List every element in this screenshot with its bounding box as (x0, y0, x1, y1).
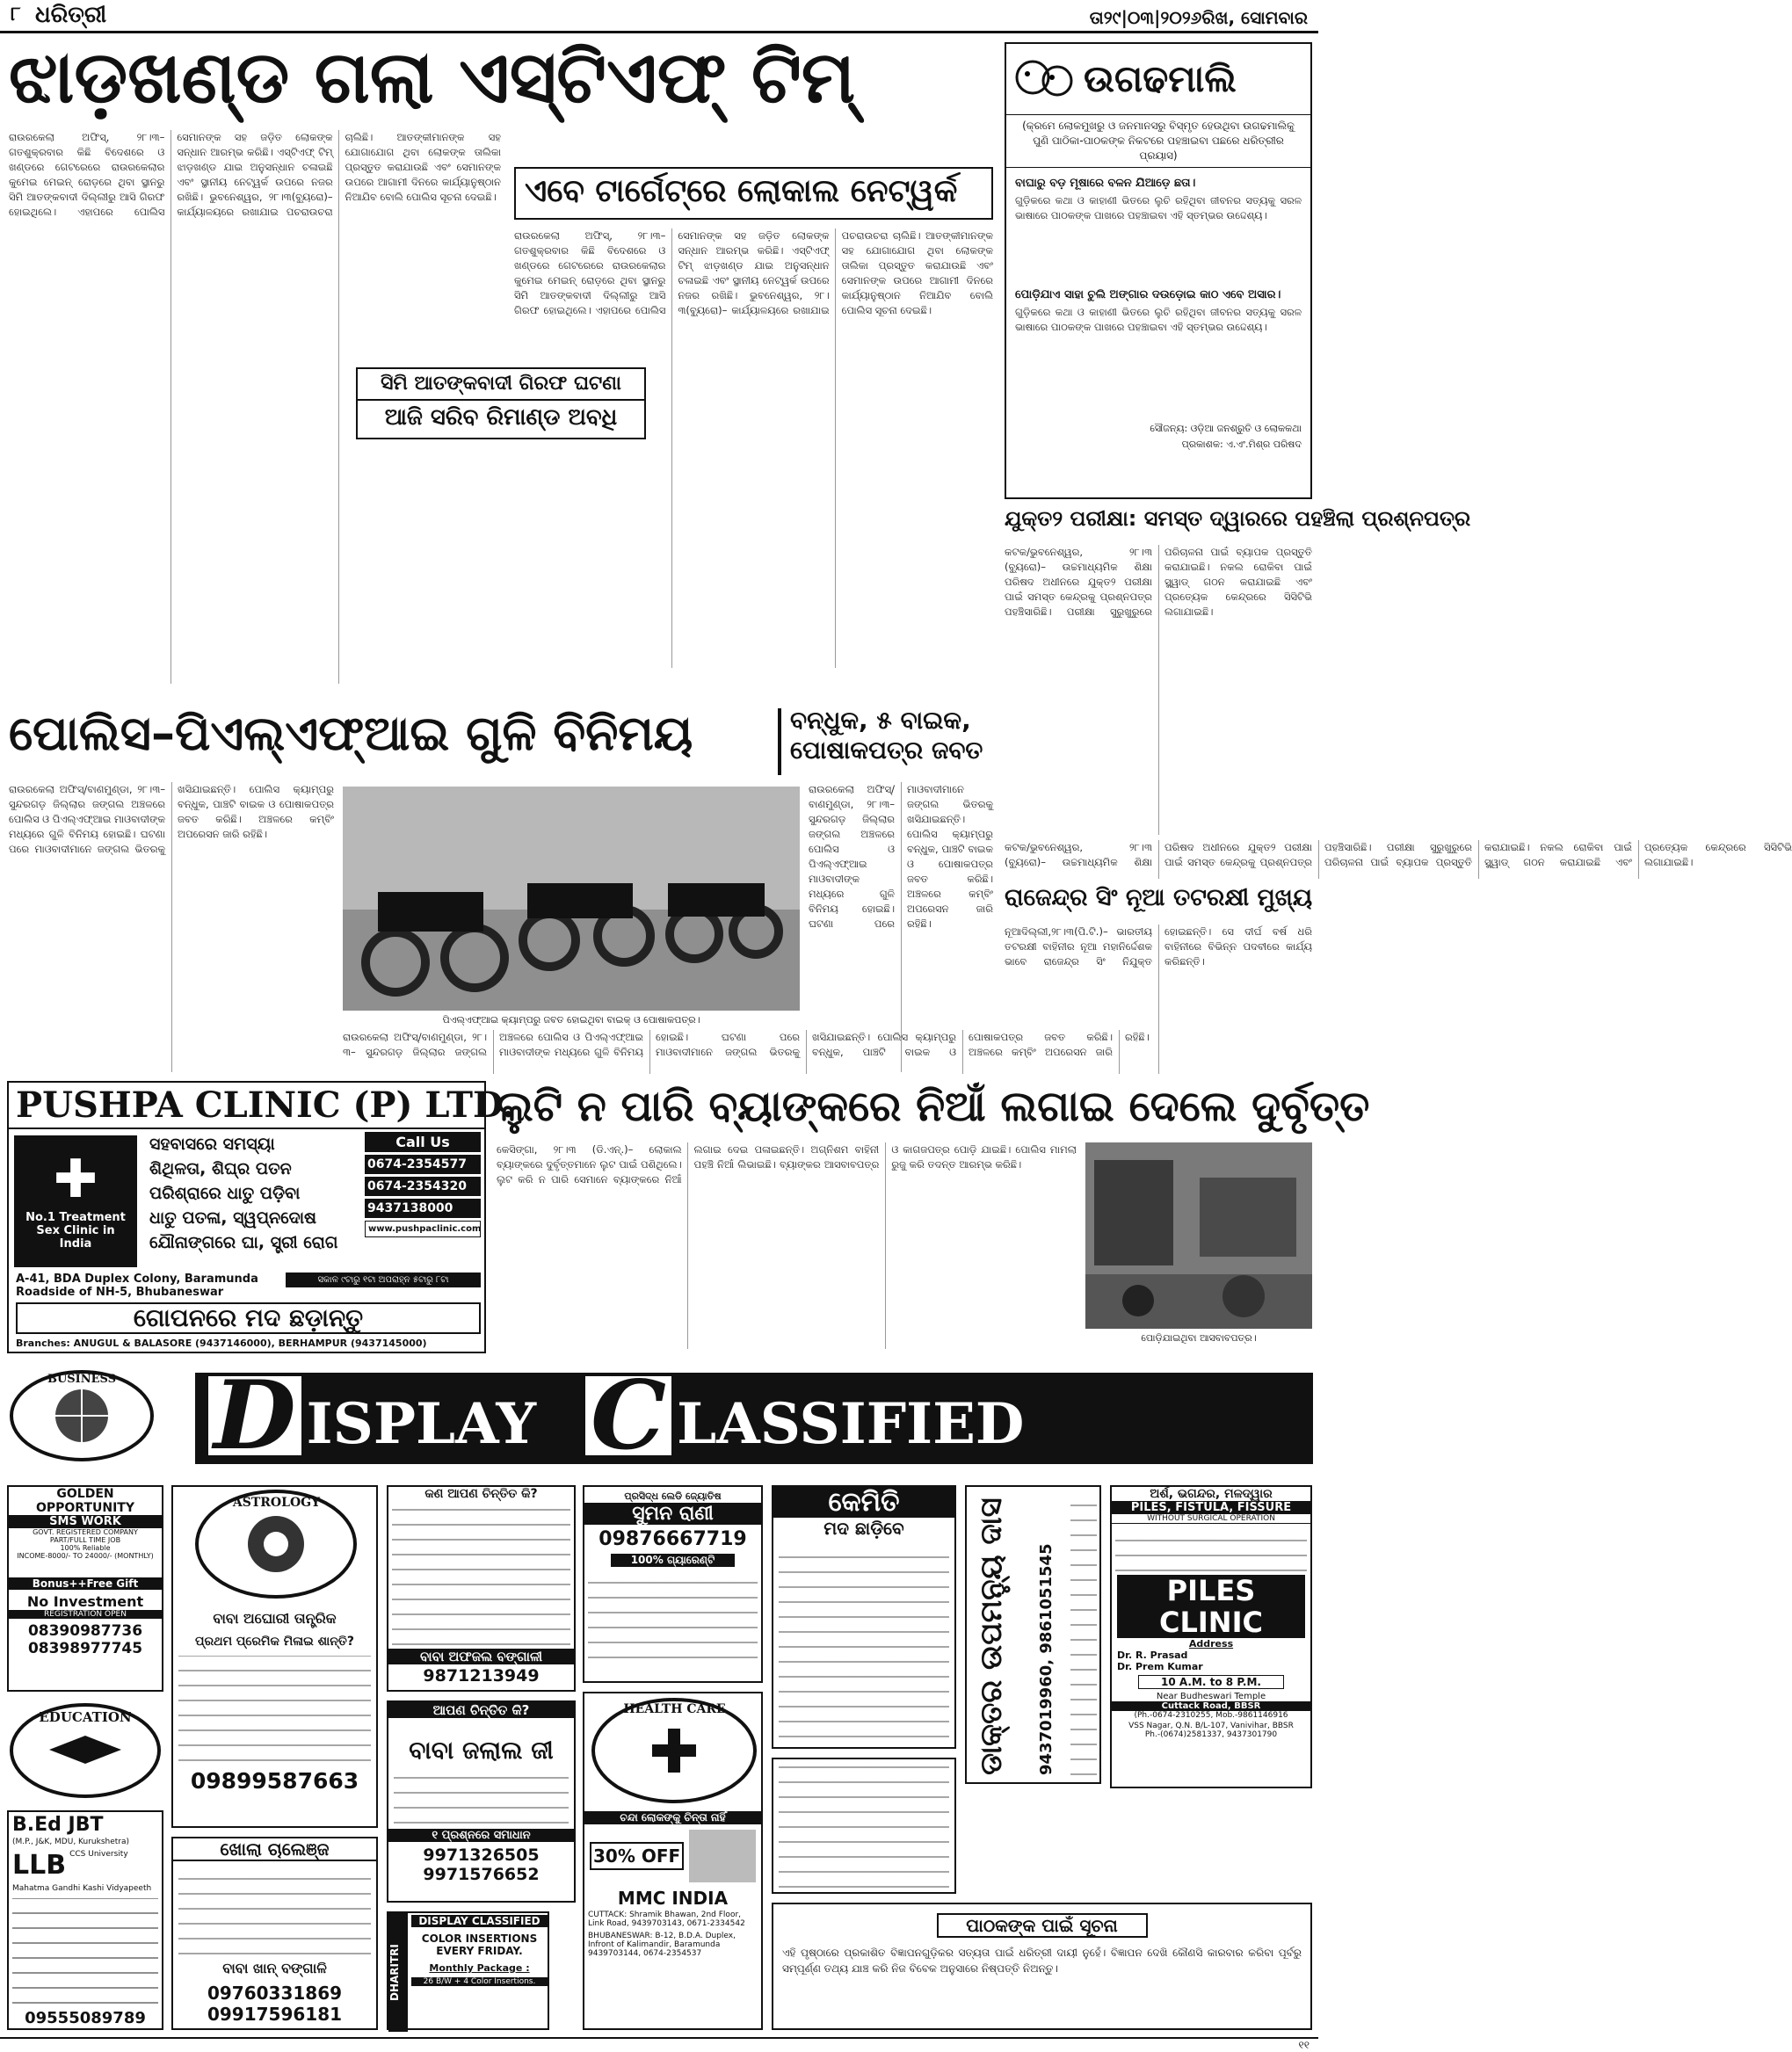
rajendra-headline: ରାଜେନ୍ଦ୍ର ସିଂ ନୂଆ ତଟରକ୍ଷୀ ମୁଖ୍ୟ (1005, 884, 1313, 911)
banner-title (208, 1360, 1025, 1471)
pushpa-services (149, 1132, 360, 1255)
golden-govt: GOVT. REGISTERED COMPANY (33, 1528, 138, 1536)
pushpa-clinic-ad (7, 1081, 515, 1353)
police-headline: ପୋଲିସ–ପିଏଲ୍‌ଏଫ୍‌ଆଇ ଗୁଳି ବିନିମୟ (9, 706, 693, 761)
pushpa-badge-text: No.1 Treatment Sex Clinic in India (25, 1210, 126, 1251)
banner-letter-d: D (208, 1376, 301, 1455)
exam-body-continued: କଟକ/ଭୁବନେଶ୍ୱର, ୨୮।୩ (ବ୍ୟୁରୋ)– ଉଚ୍ଚମାଧ୍ୟମିକ ଶିକ୍ଷା ପରିଷଦ ଅଧୀନରେ ଯୁକ୍ତ୨ ପରୀକ୍ଷା ପାଇଁ ସମସ୍ତ କେନ୍ଦ୍ରକୁ ପ୍ରଶ୍ନପତ୍ର ପହଞ୍ଚିସାରିଛି। ପରୀକ୍ଷା ସୁରୁଖୁରୁରେ ପରିଚାଳନା ପାଇଁ ବ୍ୟାପକ ପ୍ରସ୍ତୁତି କରାଯାଇଛି। ନକଲ ରୋକିବା ପାଇଁ ସ୍କ୍ୱାଡ୍ ଗଠନ କରାଯାଇଛି ଏବଂ ପ୍ରତ୍ୟେକ କେନ୍ଦ୍ରରେ ସିସିଟିଭି ଲଗାଯାଇଛି। (1005, 841, 1792, 868)
banner-word-lassified: LASSIFIED (677, 1391, 1025, 1457)
police-body-bottom: ରାଉରକେଲା ଅଫିସ୍/ବାଣମୁଣ୍ଡା, ୨୮।୩– ସୁନ୍ଦରଗଡ଼ ଜିଲ୍ଲାର ଜଙ୍ଗଲ ଅଞ୍ଚଳରେ ପୋଲିସ ଓ ପିଏଲ୍‌ଏଫ୍‌ଆଇ ମାଓବାଦୀଙ୍କ ମଧ୍ୟରେ ଗୁଳି ବିନିମୟ ହୋଇଛି। ଘଟଣା ପରେ ମାଓବାଦୀମାନେ ଜଙ୍ଗଲ ଭିତରକୁ ଖସିଯାଇଛନ୍ତି। ପୋଲିସ କ୍ୟାମ୍ପରୁ ବନ୍ଧୁକ, ପାଞ୍ଚଟି ବାଇକ ଓ ପୋଷାକପତ୍ର ଜବତ କରିଛି। ଅଞ୍ଚଳରେ କମ୍ବିଂ ଅପରେସନ ଜାରି ରହିଛି। (343, 1031, 1150, 1058)
bikes-photo (343, 787, 800, 1011)
ugadhamali-item1: ବାଘାରୁ ବଡ଼ ମୂଷାରେ ବଳନ ଯିଆଡ଼େ ଛତା। (1015, 177, 1196, 190)
pushpa-branches: Branches: ANUGUL & BALASORE (9437146000), BERHAMPUR (9437145000) (16, 1338, 427, 1349)
pushpa-addr1: A-41, BDA Duplex Colony, Baramunda (16, 1273, 258, 1286)
ugadhamali-column (1005, 42, 1312, 499)
baba1-text (392, 1505, 570, 1645)
astrology-text: ASTROLOGY (232, 1496, 321, 1510)
vertical-text (1070, 1494, 1097, 1775)
llb-mark: LLB (12, 1850, 67, 1881)
pushpa-l4: ଧାତୁ ପତଳା, ସ୍ୱପ୍ନଦୋଷ (149, 1208, 317, 1228)
pushpa-phone2[interactable]: 0674-2354320 (365, 1177, 481, 1196)
page-number: ୧୧ (1298, 2039, 1310, 2051)
baba2-one: ୧ ପ୍ରଶ୍ନରେ ସମାଧାନ (388, 1829, 574, 1842)
date-line: ତା୨୯|୦୩|୨୦୨୬ରିଖ, ସୋମବାର (1089, 7, 1308, 28)
pushpa-l5: ଯୌନାଙ୍ଗରେ ଘା, ସ୍ତ୍ରୀ ରୋଗ (149, 1233, 338, 1252)
health-pct: 30% OFF (590, 1842, 684, 1870)
khola-title: ଖୋଲା ଚାଲେଞ୍ଜ (173, 1838, 376, 1861)
lead-subhead-box (514, 167, 993, 220)
golden-opportunity-ad (7, 1485, 163, 1692)
vertical-phone[interactable]: 9437019960, 9861051545 (1037, 1543, 1056, 1775)
suman-name: ସୁମନ ରାଣୀ (584, 1503, 761, 1525)
golden-bonus: Bonus++Free Gift (9, 1577, 162, 1590)
lead-inset-box (356, 367, 646, 439)
ugadhamali-credit2: ପ୍ରକାଶକ: ଏ.ଏଂ.ମିଶ୍ର ପରିଷଦ (1181, 439, 1302, 450)
golden-reg: REGISTRATION OPEN (9, 1610, 162, 1619)
dclass-body (411, 1915, 548, 1986)
mmc-text (779, 1765, 949, 1888)
khola-phone2[interactable]: 09917596181 (207, 2004, 343, 2025)
vertical-name: ଡାକ୍ତର ଉପମନ୍ୟୁ ଦାସ (974, 1497, 1009, 1775)
health-sub: ଚନ୍ଦା ଲୋକଙ୍କୁ ଚିନ୍ତା ନାହିଁ (584, 1811, 761, 1824)
rajendra-body: ନୂଆଦିଲ୍ଲୀ,୨୮।୩(ପି.ଟି.)– ଭାରତୀୟ ତଟରକ୍ଷୀ ବାହିନୀର ନୂଆ ମହାନିର୍ଦ୍ଦେଶକ ଭାବେ ରାଜେନ୍ଦ୍ର ସିଂ ନିଯୁକ୍ତ ହୋଇଛନ୍ତି। ସେ ଦୀର୍ଘ ବର୍ଷ ଧରି ବାହିନୀରେ ବିଭିନ୍ନ ପଦବୀରେ କାର୍ଯ୍ୟ କରିଛନ୍ତି। (1005, 925, 1312, 968)
pushpa-phone3[interactable]: 9437138000 (365, 1199, 481, 1218)
pushpa-addr2: Roadside of NH-5, Bhubaneswar (16, 1286, 224, 1299)
health-addr: CUTTACK: Shramik Bhawan, 2nd Floor, Link Road, 9439703143, 0671-2334542 (588, 1911, 745, 1928)
pushpa-timing: ସକାଳ ୯ଟାରୁ ୧ଟା ଅପରାହ୍ନ ୫ଟାରୁ ୮ଟା (286, 1273, 481, 1287)
vertical-doctor-ad (965, 1485, 1101, 1784)
ugadhamali-title: ଉଗଢମାଲି (1084, 57, 1237, 100)
golden-l3: INCOME-8000/- TO 24000/- (MONTHLY) (17, 1552, 154, 1560)
page-marker: ୮ (11, 4, 21, 25)
masthead: ଧରିତ୍ରୀ (35, 2, 107, 28)
piles-sub2: WITHOUT SURGICAL OPERATION (1112, 1514, 1310, 1524)
suman-rani-ad (583, 1485, 763, 1683)
golden-noinv: No Investment (26, 1593, 144, 1610)
pushpa-l1: ସହବାସରେ ସମସ୍ୟା (149, 1135, 275, 1154)
dclass-l1: COLOR INSERTIONS (421, 1932, 538, 1945)
dclass-l4: 26 B/W + 4 Color Insertions. (411, 1977, 548, 1986)
pushpa-l3: ପରିଶ୍ରାରେ ଧାତୁ ପଡ଼ିବା (149, 1184, 301, 1203)
mmc-contact-ad (772, 1758, 956, 1894)
piles-a2: Cuttack Road, BBSR (1112, 1701, 1310, 1711)
dharitri-classified-ad (387, 1911, 549, 2030)
lead-body-left: ରାଉରକେଲା ଅଫିସ୍, ୨୮।୩– ଗତଶୁକ୍ରବାର କିଛି ବିଦେଶରେ ଓ ଖଣ୍ଡରେ ଗେଟରେରେ ରାଉରକେଲାର କୁମେଇ ମେଇନ୍ ରୋଡ଼ରେ ଥିବା ସ୍ଥାନରୁ ସିମି ଆତଙ୍କବାଦୀ ଦିଲ୍ଲୀରୁ ଆସି ଗିରଫ ହୋଇଥିଲେ। ଏହାପରେ ପୋଲିସ ସେମାନଙ୍କ ସହ ଜଡ଼ିତ ଲୋକଙ୍କ ସନ୍ଧାନ ଆରମ୍ଭ କରିଛି। ଏସ୍‌ଟିଏଫ୍ ଟିମ୍ ଝାଡ଼ଖଣ୍ଡ ଯାଇ ଅନୁସନ୍ଧାନ ଚଳାଇଛି ଏବଂ ସ୍ଥାନୀୟ ନେଟ୍‌ୱର୍କ ଉପରେ ନଜର ରଖିଛି। ଭୁବନେଶ୍ୱର, ୨୮।୩(ବ୍ୟୁରୋ)– କାର୍ଯ୍ୟାଳୟରେ ରଖାଯାଇ ପଚରାଉଚରା ଚାଲିଛି। ଆତଙ୍କୀମାନଙ୍କ ସହ ଯୋଗାଯୋଗ ଥିବା ଲୋକଙ୍କ ତାଲିକା ପ୍ରସ୍ତୁତ କରାଯାଉଛି ଏବଂ ସେମାନଙ୍କ ଉପରେ ଆଗାମୀ ଦିନରେ କାର୍ଯ୍ୟାନୁଷ୍ଠାନ ନିଆଯିବ ବୋଲି ପୋଲିସ ସୂଚନା ଦେଇଛି। (9, 131, 501, 218)
ugadhamali-text1: ଗୁଡ଼ିକରେ କଥା ଓ କାହାଣୀ ଭିତରେ ଲୁଚି ରହିଥିବା ଜୀବନର ସତ୍ୟକୁ ସରଳ ଭାଷାରେ ପାଠକଙ୍କ ପାଖରେ ପହଞ୍ଚାଇବା ଏହି ସ୍ତମ୍ଭର ଉଦ୍ଦେଶ୍ୟ। (1015, 194, 1302, 221)
suman-phone[interactable]: 09876667719 (599, 1528, 747, 1550)
baba-afzal-ad (387, 1485, 576, 1692)
pushpa-contacts (365, 1132, 481, 1237)
ugadhamali-item2: ପୋଡ଼ିଯାଏ ସାହା ଚୁଲି ଅଙ୍ଗାର ଦଉଡ଼ୋଇ କାଠ ଏବେ ଅସାର। (1015, 288, 1281, 301)
police-body-right: ରାଉରକେଲା ଅଫିସ୍/ବାଣମୁଣ୍ଡା, ୨୮।୩– ସୁନ୍ଦରଗଡ଼ ଜିଲ୍ଲାର ଜଙ୍ଗଲ ଅଞ୍ଚଳରେ ପୋଲିସ ଓ ପିଏଲ୍‌ଏଫ୍‌ଆଇ ମାଓବାଦୀଙ୍କ ମଧ୍ୟରେ ଗୁଳି ବିନିମୟ ହୋଇଛି। ଘଟଣା ପରେ ମାଓବାଦୀମାନେ ଜଙ୍ଗଲ ଭିତରକୁ ଖସିଯାଇଛନ୍ତି। ପୋଲିସ କ୍ୟାମ୍ପରୁ ବନ୍ଧୁକ, ପାଞ୍ଚଟି ବାଇକ ଓ ପୋଷାକପତ୍ର ଜବତ କରିଛି। ଅଞ୍ଚଳରେ କମ୍ବିଂ ଅପରେସନ ଜାରି ରହିଛି। (809, 783, 993, 930)
astro-service-list (178, 1656, 371, 1761)
banner-letter-c: C (585, 1376, 671, 1455)
dclass-l3: Monthly Package : (429, 1962, 530, 1974)
pushpa-call: Call Us (365, 1132, 481, 1152)
police-side-heading (778, 708, 998, 775)
baba1-phone[interactable]: 9871213949 (423, 1666, 540, 1686)
bank-body: କେସିଙ୍ଗା, ୨୮।୩ (ଡି.ଏନ୍.)– ଲୋକାଲ ବ୍ୟାଙ୍କରେ ଦୁର୍ବୃତ୍ତମାନେ ଲୁଟ ପାଇଁ ପଶିଥିଲେ। ଲୁଟ କରି ନ ପାରି ସେମାନେ ବ୍ୟାଙ୍କରେ ନିଆଁ ଲଗାଇ ଦେଇ ପଳାଇଛନ୍ତି। ଅଗ୍ନିଶମ ବାହିନୀ ପହଞ୍ଚି ନିଆଁ ଲିଭାଇଛି। ବ୍ୟାଙ୍କର ଆସବାବପତ୍ର ଓ କାଗଜପତ୍ର ପୋଡ଼ି ଯାଇଛି। ପୋଲିସ ମାମଲା ରୁଜୁ କରି ତଦନ୍ତ ଆରମ୍ଭ କରିଛି। (497, 1143, 1077, 1186)
astro-question: ପ୍ରଥମ ପ୍ରେମିକ ମିଳାଇ ଶାନ୍ତି? (195, 1635, 354, 1649)
piles-brand: PILES CLINIC (1117, 1575, 1305, 1638)
exam-body: କଟକ/ଭୁବନେଶ୍ୱର, ୨୮।୩ (ବ୍ୟୁରୋ)– ଉଚ୍ଚମାଧ୍ୟମିକ ଶିକ୍ଷା ପରିଷଦ ଅଧୀନରେ ଯୁକ୍ତ୨ ପରୀକ୍ଷା ପାଇଁ ସମସ୍ତ କେନ୍ଦ୍ରକୁ ପ୍ରଶ୍ନପତ୍ର ପହଞ୍ଚିସାରିଛି। ପରୀକ୍ଷା ସୁରୁଖୁରୁରେ ପରିଚାଳନା ପାଇଁ ବ୍ୟାପକ ପ୍ରସ୍ତୁତି କରାଯାଇଛି। ନକଲ ରୋକିବା ପାଇଁ ସ୍କ୍ୱାଡ୍ ଗଠନ କରାଯାଇଛି ଏବଂ ପ୍ରତ୍ୟେକ କେନ୍ଦ୍ରରେ ସିସିଟିଭି ଲଗାଯାଇଛି। (1005, 546, 1312, 618)
bed-jbt-ad (7, 1810, 163, 2030)
burnt-room-icon (1085, 1142, 1312, 1329)
business-logo-text: BUSINESS (47, 1373, 117, 1386)
golden-sms: SMS WORK (9, 1515, 162, 1528)
khola-challenge-ad (171, 1837, 378, 2030)
khola-phone1[interactable]: 09760331869 (207, 1983, 343, 2004)
lead-inset-line1: ସିମି ଆତଙ୍କବାଦୀ ଗିରଫ ଘଟଣା (358, 369, 644, 401)
faces-icon (1013, 51, 1075, 107)
pushpa-phone1[interactable]: 0674-2354577 (365, 1155, 481, 1174)
display-classified-banner (195, 1360, 1313, 1471)
notice-text: ଏହି ପୃଷ୍ଠାରେ ପ୍ରକାଶିତ ବିଜ୍ଞାପନଗୁଡ଼ିକର ସତ୍ୟତା ପାଇଁ ଧରିତ୍ରୀ ଦାୟୀ ନୁହେଁ। ବିଜ୍ଞାପନ ଦେଖି କୌଣସି କାରବାର କରିବା ପୂର୍ବରୁ ସମ୍ପୂର୍ଣ୍ଣ ତଥ୍ୟ ଯାଞ୍ଚ କରି ନିଜ ବିବେକ ଅନୁସାରେ ନିଷ୍ପତ୍ତି ନିଅନ୍ତୁ। (782, 1947, 1302, 1975)
baba2-text (394, 1771, 569, 1824)
motorcycle-icon (343, 787, 800, 1011)
cross-icon: ✚ (53, 1148, 98, 1210)
pushpa-web[interactable]: www.pushpaclinic.com (365, 1221, 481, 1237)
pushpa-name: PUSHPA CLINIC (P) LTD. (9, 1083, 484, 1129)
dclass-vertical: DHARITRI (388, 1913, 408, 2032)
astrology-ad (171, 1485, 378, 1828)
bed-title: B.Ed JBT (12, 1814, 104, 1836)
pushpa-l2: ଶିଥିଳତା, ଶିଘ୍ର ପତନ (149, 1159, 292, 1178)
exam-headline: ଯୁକ୍ତ୨ ପରୀକ୍ଷା: ସମସ୍ତ ଦ୍ୱାରରେ ପହଞ୍ଚିଲା ପ୍ରଶ୍ନପତ୍ର (1005, 506, 1471, 531)
lead-subhead: ଏବେ ଟାର୍ଗେଟ୍‌ରେ ଲୋକାଲ ନେଟ୍‌ୱର୍କ (525, 173, 958, 209)
bank-headline: ଲୁଟି ନ ପାରି ବ୍ୟାଙ୍କରେ ନିଆଁ ଲଗାଇ ଦେଲେ ଦୁର୍ବୃତ୍ତ (497, 1082, 1370, 1131)
bed-sub: (M.P., J&K, MDU, Kurukshetra) (12, 1838, 130, 1846)
bank-caption: ପୋଡ଼ିଯାଇଥିବା ଆସବାବପତ୍ର। (1141, 1332, 1257, 1344)
baba2-phone1[interactable]: 9971326505 (423, 1845, 540, 1865)
baba2-title: ଆପଣ ଚିନ୍ତିତ କି? (388, 1702, 574, 1718)
piles-a1: Near Budheswari Temple (1156, 1692, 1266, 1701)
business-logo (7, 1367, 156, 1464)
page-header (0, 0, 1318, 33)
khola-name: ବାବା ଖାନ୍ ବଙ୍ଗାଳି (222, 1960, 327, 1976)
kemiti-ad (772, 1485, 956, 1749)
bed-course-list (12, 1898, 158, 2004)
golden-title: GOLDEN OPPORTUNITY (35, 1487, 134, 1515)
dclass-title: DISPLAY CLASSIFIED (411, 1915, 548, 1927)
lead-inset-line2: ଆଜି ସରିବ ରିମାଣ୍ଡ ଅବଧି (384, 404, 618, 431)
education-text: EDUCATION (39, 1709, 132, 1725)
pushpa-secret: ଗୋପନରେ ମଦ ଛଡ଼ାନ୍ତୁ (16, 1302, 481, 1334)
kemiti-text (779, 1544, 949, 1737)
baba2-phone2[interactable]: 9971576652 (423, 1865, 540, 1884)
piles-time: 10 A.M. to 8 P.M. (1138, 1675, 1284, 1689)
suman-guarantee: 100% ଗ୍ୟାରେଣ୍ଟି (611, 1554, 735, 1567)
ugadhamali-intro: (କ୍ରମେ ଲୋକମୁଖରୁ ଓ ଜନମାନସରୁ ବିସ୍ମୃତ ହେଉଥିବା ଉଗଢମାଲିକୁ ପୁଣି ପାଠିକା-ପାଠକଙ୍କ ନିକଟରେ ପହଞ୍ଚାଇବା ପଛରେ ଧରିତ୍ରୀର ପ୍ରୟାସ) (1006, 114, 1310, 168)
health-photo (689, 1830, 756, 1882)
lead-headline: ଝାଡ଼ଖଣ୍ଡ ଗଲା ଏସ୍‌ଟିଏଫ୍ ଟିମ୍ (9, 36, 856, 120)
baba1-name: ବାବା ଅଫଜଲ ବଙ୍ଗାଳୀ (388, 1649, 574, 1664)
health-brand: MMC INDIA (617, 1888, 729, 1909)
piles-clinic-ad (1110, 1485, 1312, 1788)
baba2-name: ବାବା ଜଲାଲ ଜୀ (409, 1736, 554, 1765)
kemiti-sub: ମଦ ଛାଡ଼ିବେ (823, 1518, 904, 1539)
suman-text (588, 1570, 758, 1658)
astro-name: ବାବା ଅଘୋରୀ ତାନ୍ତ୍ରିକ (213, 1610, 337, 1627)
baba-jalal-ad (387, 1700, 576, 1903)
piles-sub: PILES, FISTULA, FISSURE (1112, 1501, 1310, 1514)
banner-word-isplay: ISPLAY (306, 1391, 537, 1457)
piles-address-label: Address (1188, 1638, 1234, 1650)
astro-phone[interactable]: 09899587663 (190, 1768, 359, 1794)
khola-service-list (178, 1867, 371, 1954)
piles-a3: VSS Nagar, Q.N. B/L-107, Vanivihar, BBSR (1128, 1722, 1294, 1730)
ugadhamali-text2: ଗୁଡ଼ିକରେ କଥା ଓ କାହାଣୀ ଭିତରେ ଲୁଚି ରହିଥିବା ଜୀବନର ସତ୍ୟକୁ ସରଳ ଭାଷାରେ ପାଠକଙ୍କ ପାଖରେ ପହଞ୍ଚାଇବା ଏହି ସ୍ତମ୍ଭର ଉଦ୍ଦେଶ୍ୟ। (1015, 306, 1302, 333)
lead-body-right: ରାଉରକେଲା ଅଫିସ୍, ୨୮।୩– ଗତଶୁକ୍ରବାର କିଛି ବିଦେଶରେ ଓ ଖଣ୍ଡରେ ଗେଟରେରେ ରାଉରକେଲାର କୁମେଇ ମେଇନ୍ ରୋଡ଼ରେ ଥିବା ସ୍ଥାନରୁ ସିମି ଆତଙ୍କବାଦୀ ଦିଲ୍ଲୀରୁ ଆସି ଗିରଫ ହୋଇଥିଲେ। ଏହାପରେ ପୋଲିସ ସେମାନଙ୍କ ସହ ଜଡ଼ିତ ଲୋକଙ୍କ ସନ୍ଧାନ ଆରମ୍ଭ କରିଛି। ଏସ୍‌ଟିଏଫ୍ ଟିମ୍ ଝାଡ଼ଖଣ୍ଡ ଯାଇ ଅନୁସନ୍ଧାନ ଚଳାଇଛି ଏବଂ ସ୍ଥାନୀୟ ନେଟ୍‌ୱର୍କ ଉପରେ ନଜର ରଖିଛି। ଭୁବନେଶ୍ୱର, ୨୮।୩(ବ୍ୟୁରୋ)– କାର୍ଯ୍ୟାଳୟରେ ରଖାଯାଇ ପଚରାଉଚରା ଚାଲିଛି। ଆତଙ୍କୀମାନଙ୍କ ସହ ଯୋଗାଯୋଗ ଥିବା ଲୋକଙ୍କ ତାଲିକା ପ୍ରସ୍ତୁତ କରାଯାଉଛି ଏବଂ ସେମାନଙ୍କ ଉପରେ ଆଗାମୀ ଦିନରେ କାର୍ଯ୍ୟାନୁଷ୍ଠାନ ନିଆଯିବ ବୋଲି ପୋଲିସ ସୂଚନା ଦେଇଛି। (514, 229, 993, 316)
education-logo (7, 1700, 163, 1802)
health-addr2: BHUBANESWAR: B-12, B.D.A. Duplex, Infront of Kalimandir, Baramunda 9439703144, 0674-2354537 (588, 1932, 736, 1958)
bed-univ: CCS University (69, 1850, 128, 1859)
health-text: HEALTH CARE (623, 1702, 726, 1716)
golden-l2: 100% Reliable (60, 1544, 111, 1552)
police-body-left: ରାଉରକେଲା ଅଫିସ୍/ବାଣମୁଣ୍ଡା, ୨୮।୩– ସୁନ୍ଦରଗଡ଼ ଜିଲ୍ଲାର ଜଙ୍ଗଲ ଅଞ୍ଚଳରେ ପୋଲିସ ଓ ପିଏଲ୍‌ଏଫ୍‌ଆଇ ମାଓବାଦୀଙ୍କ ମଧ୍ୟରେ ଗୁଳି ବିନିମୟ ହୋଇଛି। ଘଟଣା ପରେ ମାଓବାଦୀମାନେ ଜଙ୍ଗଲ ଭିତରକୁ ଖସିଯାଇଛନ୍ତି। ପୋଲିସ କ୍ୟାମ୍ପରୁ ବନ୍ଧୁକ, ପାଞ୍ଚଟି ବାଇକ ଓ ପୋଷାକପତ୍ର ଜବତ କରିଛି। ଅଞ୍ଚଳରେ କମ୍ବିଂ ଅପରେସନ ଜାରି ରହିଛି। (9, 783, 334, 855)
suman-sub: ପ୍ରସିଦ୍ଧ ଲେଡି ଜ୍ୟୋତିଷ (624, 1490, 722, 1502)
page-footer (0, 2037, 1318, 2051)
piles-ph1: (Ph.-0674-2310255, Mob.-9861146916 (1134, 1711, 1288, 1720)
dclass-l2: EVERY FRIDAY. (436, 1945, 523, 1957)
police-caption: ପିଏଲ୍‌ଏଫ୍‌ଆଇ କ୍ୟାମ୍ପରୁ ଜବତ ହୋଇଥିବା ବାଇକ୍ ଓ ପୋଷାକପତ୍ର। (442, 1014, 700, 1026)
pushpa-address (16, 1273, 279, 1299)
police-side2: ପୋଷାକପତ୍ର ଜବତ (790, 736, 983, 765)
piles-d1: Dr. R. Prasad (1117, 1650, 1188, 1661)
piles-odia: ଅର୍ଶ, ଭଗନ୍ଦର, ମଳଦ୍ୱାର (1150, 1487, 1273, 1501)
notice-title: ପାଠକଙ୍କ ପାଇଁ ସୂଚନା (937, 1913, 1148, 1938)
bed-phone[interactable]: 09555089789 (25, 2009, 146, 2027)
piles-text (1115, 1527, 1307, 1571)
piles-ph2: Ph.-(0674)2581337, 9437301790 (1144, 1730, 1278, 1739)
bed-vidyapeeth: Mahatma Gandhi Kashi Vidyapeeth (12, 1884, 152, 1893)
police-side1: ବନ୍ଧୁକ, ୫ ବାଇକ, (790, 706, 971, 735)
kemiti-title: କେମିତି (773, 1487, 954, 1518)
bank-fire-photo (1085, 1142, 1312, 1329)
golden-phone2[interactable]: 08398977745 (27, 1640, 143, 1657)
golden-phone1[interactable]: 08390987736 (27, 1622, 143, 1640)
piles-d2: Dr. Prem Kumar (1117, 1661, 1203, 1672)
readers-notice (772, 1903, 1312, 2030)
golden-l1: PART/FULL TIME JOB (49, 1536, 121, 1544)
health-care-ad (583, 1692, 763, 2030)
pushpa-badge (14, 1135, 137, 1267)
baba1-title: କଣ ଆପଣ ଚିନ୍ତିତ କି? (424, 1487, 538, 1501)
ugadhamali-credit1: ସୌଜନ୍ୟ: ଓଡ଼ିଆ ଜନଶ୍ରୁତି ଓ ଲୋକକଥା (1150, 423, 1302, 434)
